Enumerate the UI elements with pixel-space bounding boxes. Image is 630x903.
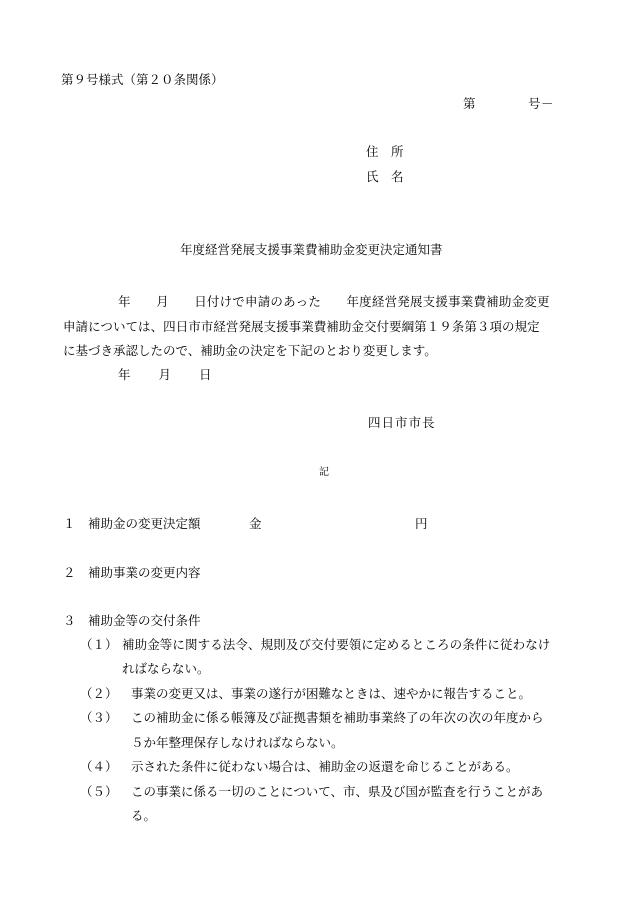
- name-label: 氏 名: [366, 169, 404, 184]
- body-line-3: に基づき承認したので、補助金の決定を下記のとおり変更します。: [63, 343, 437, 358]
- address-label: 住 所: [366, 144, 404, 159]
- item-2-label: ２ 補助事業の変更内容: [63, 565, 201, 580]
- condition-1-line-1: 補助金等に関する法令、規則及び交付要領に定めるところの条件に従わなけ: [122, 637, 551, 652]
- condition-5-line-1: この事業に係る一切のことについて、市、県及び国が監査を行うことがあ: [131, 784, 544, 799]
- condition-5-line-2: る。: [131, 808, 157, 823]
- condition-2-number: （２）: [80, 686, 118, 701]
- condition-3-line-1: この補助金に係る帳簿及び証拠書類を補助事業終了の年次の次の年度から: [131, 710, 544, 725]
- item-1-label: １ 補助金の変更決定額: [63, 516, 201, 531]
- condition-1-line-2: ればならない。: [122, 661, 210, 676]
- ki-heading: 記: [319, 467, 329, 478]
- condition-3-number: （３）: [80, 710, 118, 725]
- body-line-2: 申請については、四日市市経営発展支援事業費補助金交付要綱第１９条第３項の規定: [63, 319, 540, 334]
- item-1-kin: 金: [249, 516, 262, 531]
- condition-4-line-1: 示された条件に従わない場合は、補助金の返還を命じることがある。: [131, 759, 519, 774]
- document-number: 第 号－: [463, 96, 555, 111]
- condition-3-line-2: ５か年整理保存しなければならない。: [131, 735, 344, 750]
- condition-1-number: （１）: [80, 637, 118, 652]
- item-1-yen: 円: [415, 516, 428, 531]
- condition-4-number: （４）: [80, 759, 118, 774]
- condition-2-line-1: 事業の変更又は、事業の遂行が困難なときは、速やかに報告すること。: [131, 686, 532, 701]
- signer: 四日市市長: [368, 415, 436, 430]
- body-line-1: 年 月 日付けで申請のあった 年度経営発展支援事業費補助金変更: [118, 294, 550, 309]
- notice-date: 年 月 日: [118, 367, 213, 382]
- item-3-label: ３ 補助金等の交付条件: [63, 613, 201, 628]
- form-label: 第９号様式（第２０条関係）: [61, 72, 224, 87]
- condition-5-number: （５）: [80, 784, 118, 799]
- document-title: 年度経営発展支援事業費補助金変更決定通知書: [180, 242, 443, 257]
